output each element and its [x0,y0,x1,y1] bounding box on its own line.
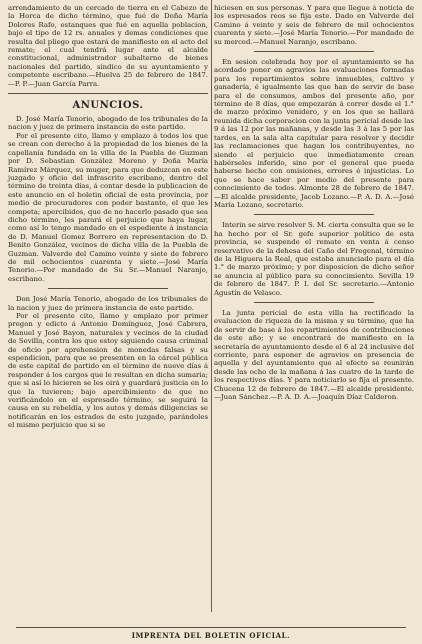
right-column [214,4,414,644]
notice-2-header: Don José María Tenorio, abogado de los tribunales de la nacion y juez de primera instancia de este partido. [8,295,208,312]
notice-3: En sesion celebrada hoy por el ayuntamiento se ha acordado poner en agravios las evaluaciones formadas para los repartimientos sobre inmuebles, cultivo y ganadería, é igualmente las que han de servir de base para el de consumos, ambos del presente año, por término de 8 días, que empezarán á correr desde el 1.° de marzo próximo venidero, y en los que se hallará reunida dicha corporacion con la junta pericial desde las 9 á las 12 por las mañanas, y desde las 3 á las 5 por las tardes, en la sala alta capitular para resolver y decidir las reclamaciones que hagan los contribuyentes, no siendo el perjuicio que inmediatamente crean habérseles inferido, sino por el general que pueda haberse hecho con omisiones, errores é injusticias. Lo que se hace saber por medio del presente para conocimiento de todos. Almonte 28 de febrero de 1847.—El alcalde presidente, Jacob Lozano.—P. A. D. A.—José María Lozano, secretario. [214,58,414,209]
separator [254,214,374,215]
imprint-footer: IMPRENTA DEL BOLETIN OFICIAL. [131,631,291,640]
separator [254,302,374,303]
separator [254,51,374,52]
notice-1-header: D. José María Tenorio, abogado de los tribunales de la nacion y juez de primera instancia de este partido. [8,115,208,132]
separator [8,93,208,94]
column-divider [211,0,212,612]
section-heading: ANUNCIOS. [72,100,144,112]
notice-2-body: Por el presente cito, llamo y emplazo por primer pregon y edicto á Antonio Domínguez, José Cabrera, Manuel y José Bayon, naturales y vecinos de la ciudad de Sevilla, contra los que estoy siguiendo causa criminal de oficio por aprehension de monedas falsas y su espendicion, para que se presenten en la cárcel pública de este capital de partido en el término de nueve días á responder á los cargos que le resultan en dicha sumaria; que si así lo hicieren se les oirá y guardará justicia en lo que la tuvieren; bajo apercibimiento de que no verificándolo en el espresado término, se seguirá la causa en su rebeldía, y los autos y demás diligencias se notificarán en los estrados de este juzgado, parándoles el mismo perjuicio que si se [8,312,208,430]
continued-paragraph: arrendamiento de un cercado de tierra en el Cabezo de la Horca de dicho término, que fué de Doña María Dolores Rafo, estanques que fué en aquella poblacion, bajo el tipo de 12 rs. anuales y demas condiciones que resulta del pliego que estará de manifiesto en el acto del remate; el cual tendrá lugar ante el alcalde constitucional, administrador subalterno de bienes nacionales del partido, síndico de su ayuntamiento y competente escribano.—Huelva 25 de febrero de 1847.—P. P.—Juan García Parra. [8,4,208,88]
left-column [8,4,208,644]
footer-rule [16,627,406,628]
notice-5: La junta pericial de esta villa ha rectificado la evaluacion de riqueza de la misma y su término, que ha de servir de base á los repartimientos de contribuciones de este año; y se encontrará de manifiesto en la secretaría de ayuntamiento desde el 6 al 24 inclusive del corriente, para esponer de agravios en presencia de aquella y del ayuntamiento que al efecto se reunirán desde las ocho de la mañana á las cuatro de la tarde de los respectivos días. Y para noticiarlo se fija el presente. Chucena 12 de febrero de 1847.—El alcalde presidente.—Juan Sánchez.—P. A. D. A.—Joaquín Díaz Calderon. [214,309,414,402]
notice-4: Interin se sirve resolver S. M. cierta consulta que se le ha hecho por el Sr. gefe superior político de esta provincia, se suspende el remate en venta á censo reservativo de la dehesa del Caño del Fregenal, término de la Higuera la Real, que estaba anunciado para el día 1.° de marzo próximo; y por disposicion de dicho señor se anuncia al público para su conocimiento. Sevilla 19 de febrero de 1847. P. I. del Sr. secretario.—Antonio Agustín de Velasco. [214,221,414,297]
continued-paragraph-right: hiciesen en sus personas. Y para que llegue á noticia de los espresados reos se fija este. Dado en Valverde del Camino á veinte y seis de febrero de mil ochocientos cuarenta y siete.—José María Tenorio.—Por mandado de su merced.—Manuel Naranjo, escribano. [214,4,414,46]
separator [48,288,168,289]
notice-1-body: Por el presente cito, llamo y emplazo á todos los que se crean con derecho á la propiedad de los bienes de la capellanía fundada en la villa de la Puebla de Guzman por D. Sebastian González Moreno y Doña María Ramírez Márquez, su muger, para que deduzcan en este juzgado y oficio del infrascrito escribano, dentro del término de treinta días, á contar desde la publicacion de este anuncio en el boletin oficial de esta provincia, por medio de procuradores con poder bastante, el que les competa; apercibidos, que de no hacerlo pasado que sea dicho término, les parará el perjuicio que haya lugar, como así lo tengo mandado en el espediente á instancia de D. Manuel Gomez Borrero en representacion de D. Benito González, vecinos de dicha villa de la Puebla de Guzman. Valverde del Camino veinte y siete de febrero de mil ochocientos cuarenta y siete.—José María Tenorio.—Por mandado de Su Sr.—Manuel Naranjo, escribano. [8,131,208,283]
